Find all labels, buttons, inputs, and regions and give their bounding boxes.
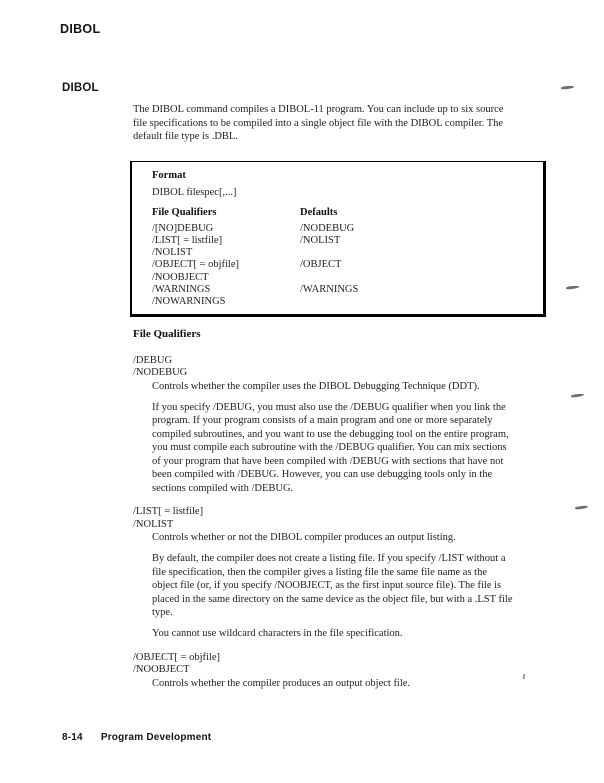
running-header: DIBOL — [60, 22, 101, 36]
qualifier-default: /WARNINGS — [300, 283, 359, 295]
file-qualifiers-heading: File Qualifiers — [133, 327, 201, 340]
qualifier-term: /NOOBJECT — [133, 664, 190, 676]
qualifier-default: /NOLIST — [300, 234, 341, 246]
page-edge-mark — [561, 85, 574, 89]
qualifier-name: /[NO]DEBUG — [152, 222, 214, 234]
footer-section-title: Program Development — [100, 732, 212, 743]
qualifier-default: /NODEBUG — [300, 222, 355, 234]
table-row — [152, 223, 533, 235]
scan-speck — [523, 674, 525, 679]
qualifier-description: Controls whether the compiler produces an output object file. — [152, 677, 411, 689]
table-row — [152, 235, 533, 247]
format-box-column-headers — [152, 206, 533, 219]
command-syntax: DIBOL filespec[,...] — [152, 186, 237, 198]
qualifier-description: You cannot use wildcard characters in the file specification. — [152, 628, 403, 640]
qualifier-entry-object — [133, 652, 515, 691]
qualifier-description: If you specify /DEBUG, you must also use the /DEBUG qualifier when you link the program. If your program consists of a main program and one or more separately compiled subroutines, and you want to use the debugging tool on the entire program, you must compile each subroutine with the /DEBUG qualifier. You can mix sections of your program that have been compiled with /DEBUG with sections that have not been compiled with /DEBUG. However, you can use debugging tools only in the sections compiled with /DEBUG. — [152, 401, 509, 494]
body-column — [133, 103, 515, 690]
table-row — [152, 259, 533, 271]
qualifier-table — [152, 223, 533, 309]
page-edge-mark — [566, 285, 579, 289]
format-box — [130, 161, 546, 317]
section-heading: DIBOL — [62, 82, 99, 94]
qualifier-name: /LIST[ = listfile] — [152, 234, 223, 246]
page-edge-mark — [571, 393, 584, 397]
column-header-file-qualifiers: File Qualifiers — [152, 206, 217, 218]
qualifier-name: /NOLIST — [152, 247, 193, 259]
qualifier-default: /OBJECT — [300, 259, 342, 271]
table-row — [152, 296, 533, 308]
qualifier-description: Controls whether the compiler uses the DIBOL Debugging Technique (DDT). — [152, 380, 480, 392]
qualifier-name: /NOWARNINGS — [152, 296, 226, 308]
table-row — [152, 247, 533, 259]
qualifier-name: /WARNINGS — [152, 283, 211, 295]
table-row — [152, 284, 533, 296]
page-edge-mark — [575, 505, 588, 509]
qualifier-term: /OBJECT[ = objfile] — [133, 651, 220, 663]
qualifier-term: /NOLIST — [133, 518, 174, 530]
page-number: 8-14 — [62, 732, 83, 743]
qualifier-entry-debug — [133, 355, 515, 496]
qualifier-name: /OBJECT[ = objfile] — [152, 259, 239, 271]
qualifier-terms — [133, 355, 515, 380]
qualifier-description: Controls whether or not the DIBOL compiler produces an output listing. — [152, 532, 456, 544]
qualifier-term: /NODEBUG — [133, 367, 188, 379]
qualifier-name: /NOOBJECT — [152, 271, 209, 283]
qualifier-default — [300, 272, 533, 284]
intro-paragraph: The DIBOL command compiles a DIBOL-11 program. You can include up to six source file specifications to be compiled into a single object file with the DIBOL compiler. The default file type is .DBL. — [133, 104, 504, 142]
qualifier-default — [300, 296, 533, 308]
page-footer — [62, 732, 211, 743]
qualifier-terms — [133, 652, 515, 677]
qualifier-terms — [133, 506, 515, 531]
table-row — [152, 272, 533, 284]
qualifier-entry-list — [133, 506, 515, 641]
qualifier-default — [300, 247, 533, 259]
qualifier-description: By default, the compiler does not create a listing file. If you specify /LIST without a file specification, then the compiler gives a listing file the same file name as the object file (or, if you specify /NOOBJECT, as the first input source file). The file is placed in the same directory on the same device as the object file, but with a .LST file type. — [152, 553, 513, 619]
column-header-defaults: Defaults — [300, 206, 338, 218]
qualifier-term: /LIST[ = listfile] — [133, 506, 204, 518]
qualifier-term: /DEBUG — [133, 354, 173, 366]
format-box-title: Format — [152, 169, 186, 181]
